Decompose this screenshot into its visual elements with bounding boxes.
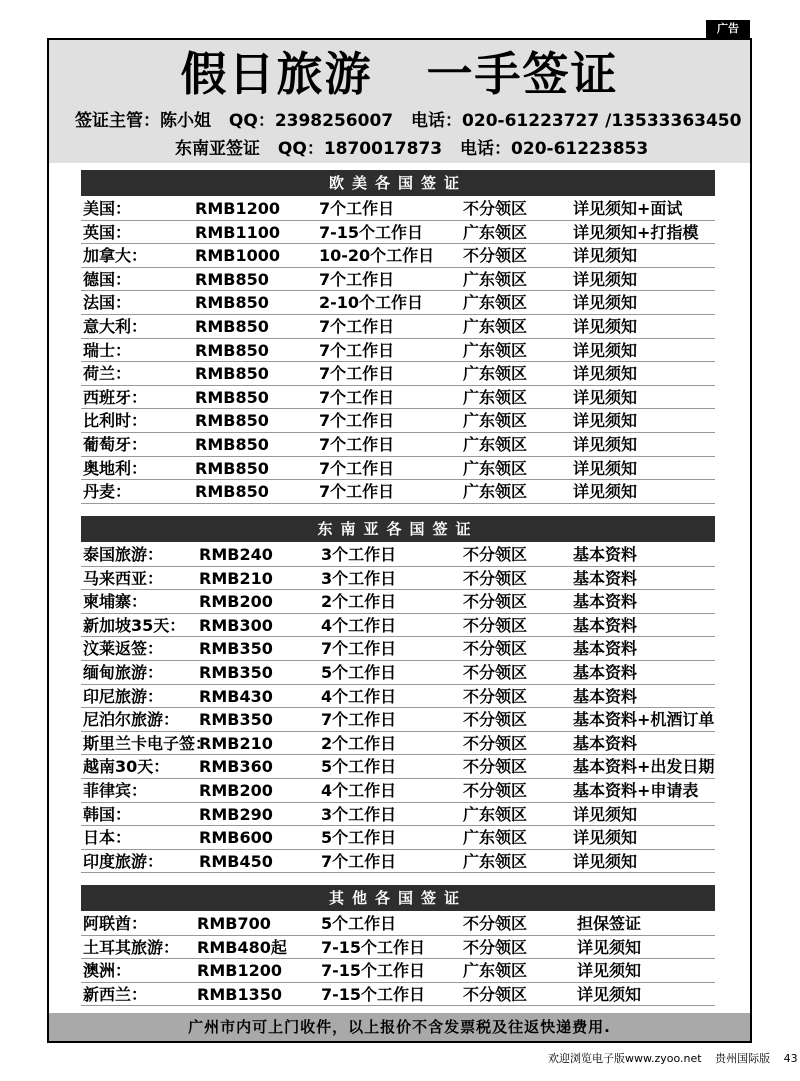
table-row [81,637,715,661]
processing-time-cell: 2个工作日 [321,733,397,753]
website-text: 欢迎浏览电子版www.zyoo.net [548,1052,702,1065]
price-cell: RMB290 [199,804,273,824]
country-cell: 汶莱返签： [83,639,164,659]
price-cell: RMB850 [195,482,269,502]
qq-number-2: QQ：1870017873 [277,139,443,159]
table-row [81,291,715,315]
price-cell: RMB850 [195,364,269,384]
consular-district-cell: 广东领区 [463,804,528,824]
table-row [81,685,715,709]
processing-time-cell: 7个工作日 [321,639,397,659]
consular-district-cell: 广东领区 [463,364,528,384]
country-cell: 印尼旅游： [83,686,164,706]
consular-district-cell: 广东领区 [463,851,528,871]
country-cell: 土耳其旅游： [83,937,180,957]
processing-time-cell: 5个工作日 [321,662,397,682]
price-cell: RMB240 [199,545,273,564]
table-row [81,268,715,292]
price-cell: RMB600 [199,828,273,848]
consular-district-cell: 不分领区 [463,780,528,800]
price-cell: RMB360 [199,757,273,777]
header [49,40,750,163]
price-cell: RMB480起 [197,937,287,957]
section-heading: 欧美各国签证 [81,170,715,196]
price-cell: RMB850 [195,411,269,431]
table-row [81,543,715,567]
processing-time-cell: 7-15个工作日 [321,984,426,1004]
ad-tag: 广告 [706,20,750,38]
country-cell: 尼泊尔旅游： [83,710,180,730]
price-cell: RMB430 [199,686,273,706]
table-row [81,803,715,827]
price-cell: RMB1100 [195,222,280,242]
requirements-cell: 基本资料+申请表 [573,780,699,800]
processing-time-cell: 7个工作日 [319,482,395,502]
requirements-cell: 详见须知 [573,482,638,502]
country-cell: 丹麦： [83,482,132,502]
price-cell: RMB1350 [197,984,282,1004]
title-part-2: 一手签证 [426,47,619,101]
country-cell: 英国： [83,222,132,242]
price-cell: RMB200 [199,592,273,612]
requirements-cell: 详见须知 [573,434,638,454]
country-cell: 葡萄牙： [83,434,148,454]
price-cell: RMB200 [199,780,273,800]
processing-time-cell: 4个工作日 [321,780,397,800]
consular-district-cell: 广东领区 [463,458,528,478]
requirements-cell: 基本资料 [573,615,638,635]
processing-time-cell: 7-15个工作日 [321,937,426,957]
table-row [81,197,715,221]
table-row [81,614,715,638]
price-cell: RMB850 [195,340,269,360]
table-row [81,339,715,363]
country-cell: 德国： [83,269,132,289]
table-row [81,936,715,960]
country-cell: 法国： [83,293,132,313]
consular-district-cell: 不分领区 [463,937,528,957]
price-cell: RMB350 [199,639,273,659]
table-row [81,779,715,803]
country-cell: 泰国旅游： [83,545,164,564]
requirements-cell: 基本资料+机酒订单 [573,710,715,730]
consular-district-cell: 广东领区 [463,482,528,502]
processing-time-cell: 5个工作日 [321,757,397,777]
country-cell: 澳洲： [83,961,132,981]
consular-district-cell: 广东领区 [463,434,528,454]
requirements-cell: 详见须知 [573,246,638,266]
table-row [81,433,715,457]
processing-time-cell: 4个工作日 [321,615,397,635]
price-cell: RMB350 [199,662,273,682]
processing-time-cell: 7个工作日 [319,364,395,384]
processing-time-cell: 7-15个工作日 [319,222,424,242]
processing-time-cell: 7个工作日 [321,851,397,871]
requirements-cell: 详见须知 [573,269,638,289]
processing-time-cell: 7个工作日 [321,710,397,730]
requirements-cell: 详见须知 [573,387,638,407]
price-cell: RMB1000 [195,246,280,266]
price-cell: RMB850 [195,293,269,313]
edition-label: 贵州国际版 [715,1052,771,1065]
page-title [49,46,750,102]
consular-district-cell: 不分领区 [463,984,528,1004]
price-cell: RMB1200 [195,199,280,218]
page-number: 43 [783,1052,798,1065]
requirements-cell: 详见须知+打指模 [573,222,699,242]
consular-district-cell: 不分领区 [463,914,528,933]
processing-time-cell: 7个工作日 [319,269,395,289]
processing-time-cell: 7个工作日 [319,434,395,454]
processing-time-cell: 4个工作日 [321,686,397,706]
section-other-countries [81,885,715,1006]
price-cell: RMB1200 [197,961,282,981]
requirements-cell: 基本资料 [573,568,638,588]
country-cell: 缅甸旅游： [83,662,164,682]
price-cell: RMB450 [199,851,273,871]
table-row [81,850,715,874]
qq-number-1: QQ：2398256007 [228,111,394,131]
country-cell: 韩国： [83,804,132,824]
phone-number-2: 电话：020-61223853 [460,139,649,159]
table-row [81,244,715,268]
table-row [81,567,715,591]
consular-district-cell: 不分领区 [463,592,528,612]
consular-district-cell: 不分领区 [463,615,528,635]
processing-time-cell: 3个工作日 [321,804,397,824]
consular-district-cell: 不分领区 [463,568,528,588]
price-cell: RMB850 [195,387,269,407]
consular-district-cell: 广东领区 [463,961,528,981]
country-cell: 加拿大： [83,246,148,266]
table-row [81,708,715,732]
requirements-cell: 基本资料+出发日期 [573,757,715,777]
table-row [81,409,715,433]
consular-district-cell: 不分领区 [463,686,528,706]
footer-note: 广州市内可上门收件，以上报价不含发票税及往返快递费用. [49,1013,750,1041]
processing-time-cell: 2个工作日 [321,592,397,612]
processing-time-cell: 7个工作日 [319,387,395,407]
price-cell: RMB850 [195,269,269,289]
requirements-cell: 基本资料 [573,662,638,682]
price-cell: RMB850 [195,316,269,336]
consular-district-cell: 广东领区 [463,293,528,313]
country-cell: 瑞士： [83,340,132,360]
consular-district-cell: 广东领区 [463,222,528,242]
table-row [81,315,715,339]
requirements-cell: 详见须知 [577,984,642,1004]
consular-district-cell: 不分领区 [463,710,528,730]
processing-time-cell: 5个工作日 [321,828,397,848]
page-footer [548,1050,800,1066]
requirements-cell: 基本资料 [573,545,638,564]
consular-district-cell: 不分领区 [463,545,528,564]
processing-time-cell: 7个工作日 [319,458,395,478]
country-cell: 马来西亚： [83,568,164,588]
consular-district-cell: 不分领区 [463,199,528,218]
country-cell: 意大利： [83,316,148,336]
requirements-cell: 详见须知 [573,851,638,871]
country-cell: 比利时： [83,411,148,431]
consular-district-cell: 不分领区 [463,757,528,777]
country-cell: 日本： [83,828,132,848]
table-row [81,457,715,481]
requirements-cell: 详见须知 [573,293,638,313]
contact-line-1 [75,110,752,132]
visa-manager: 签证主管：陈小姐 [75,111,211,131]
requirements-cell: 详见须知 [573,316,638,336]
processing-time-cell: 3个工作日 [321,568,397,588]
price-cell: RMB350 [199,710,273,730]
requirements-cell: 详见须知 [573,411,638,431]
consular-district-cell: 广东领区 [463,411,528,431]
processing-time-cell: 3个工作日 [321,545,397,564]
country-cell: 斯里兰卡电子签： [83,733,212,753]
consular-district-cell: 不分领区 [463,639,528,659]
consular-district-cell: 广东领区 [463,387,528,407]
consular-district-cell: 广东领区 [463,316,528,336]
table-row [81,755,715,779]
consular-district-cell: 广东领区 [463,340,528,360]
country-cell: 阿联酋： [83,914,148,933]
requirements-cell: 基本资料 [573,733,638,753]
table-row [81,983,715,1007]
country-cell: 柬埔寨： [83,592,148,612]
table-row [81,661,715,685]
table-row [81,732,715,756]
price-cell: RMB850 [195,434,269,454]
requirements-cell: 详见须知 [573,364,638,384]
sea-visa-label: 东南亚签证 [175,139,260,159]
requirements-cell: 基本资料 [573,639,638,659]
price-cell: RMB210 [199,733,273,753]
table-row [81,912,715,936]
processing-time-cell: 7个工作日 [319,411,395,431]
country-cell: 新西兰： [83,984,148,1004]
price-cell: RMB300 [199,615,273,635]
processing-time-cell: 7个工作日 [319,316,395,336]
price-cell: RMB700 [197,914,271,933]
country-cell: 西班牙： [83,387,148,407]
processing-time-cell: 2-10个工作日 [319,293,424,313]
consular-district-cell: 不分领区 [463,733,528,753]
title-part-1: 假日旅游 [180,47,373,101]
processing-time-cell: 7个工作日 [319,340,395,360]
table-row [81,826,715,850]
table-row [81,959,715,983]
country-cell: 奥地利： [83,458,148,478]
consular-district-cell: 广东领区 [463,828,528,848]
country-cell: 荷兰： [83,364,132,384]
requirements-cell: 详见须知 [573,828,638,848]
processing-time-cell: 7个工作日 [319,199,395,218]
requirements-cell: 担保签证 [577,914,642,933]
requirements-cell: 详见须知 [577,937,642,957]
table-row [81,386,715,410]
processing-time-cell: 7-15个工作日 [321,961,426,981]
country-cell: 越南30天： [83,757,170,777]
advertisement-frame [47,38,752,1043]
country-cell: 美国： [83,199,132,218]
requirements-cell: 详见须知 [577,961,642,981]
section-heading: 东南亚各国签证 [81,516,715,542]
price-cell: RMB850 [195,458,269,478]
section-europe-america [81,170,715,504]
section-heading: 其他各国签证 [81,885,715,911]
requirements-cell: 详见须知+面试 [573,199,683,218]
requirements-cell: 详见须知 [573,340,638,360]
requirements-cell: 详见须知 [573,458,638,478]
table-row [81,221,715,245]
table-row [81,362,715,386]
requirements-cell: 基本资料 [573,686,638,706]
consular-district-cell: 不分领区 [463,246,528,266]
contact-line-2 [175,138,660,160]
table-row [81,590,715,614]
consular-district-cell: 广东领区 [463,269,528,289]
requirements-cell: 详见须知 [573,804,638,824]
table-row [81,480,715,504]
processing-time-cell: 5个工作日 [321,914,397,933]
processing-time-cell: 10-20个工作日 [319,246,435,266]
consular-district-cell: 不分领区 [463,662,528,682]
country-cell: 菲律宾： [83,780,148,800]
section-southeast-asia [81,516,715,873]
phone-number-1: 电话：020-61223727 /13533363450 [411,111,742,131]
country-cell: 新加坡35天： [83,615,186,635]
country-cell: 印度旅游： [83,851,164,871]
requirements-cell: 基本资料 [573,592,638,612]
price-cell: RMB210 [199,568,273,588]
